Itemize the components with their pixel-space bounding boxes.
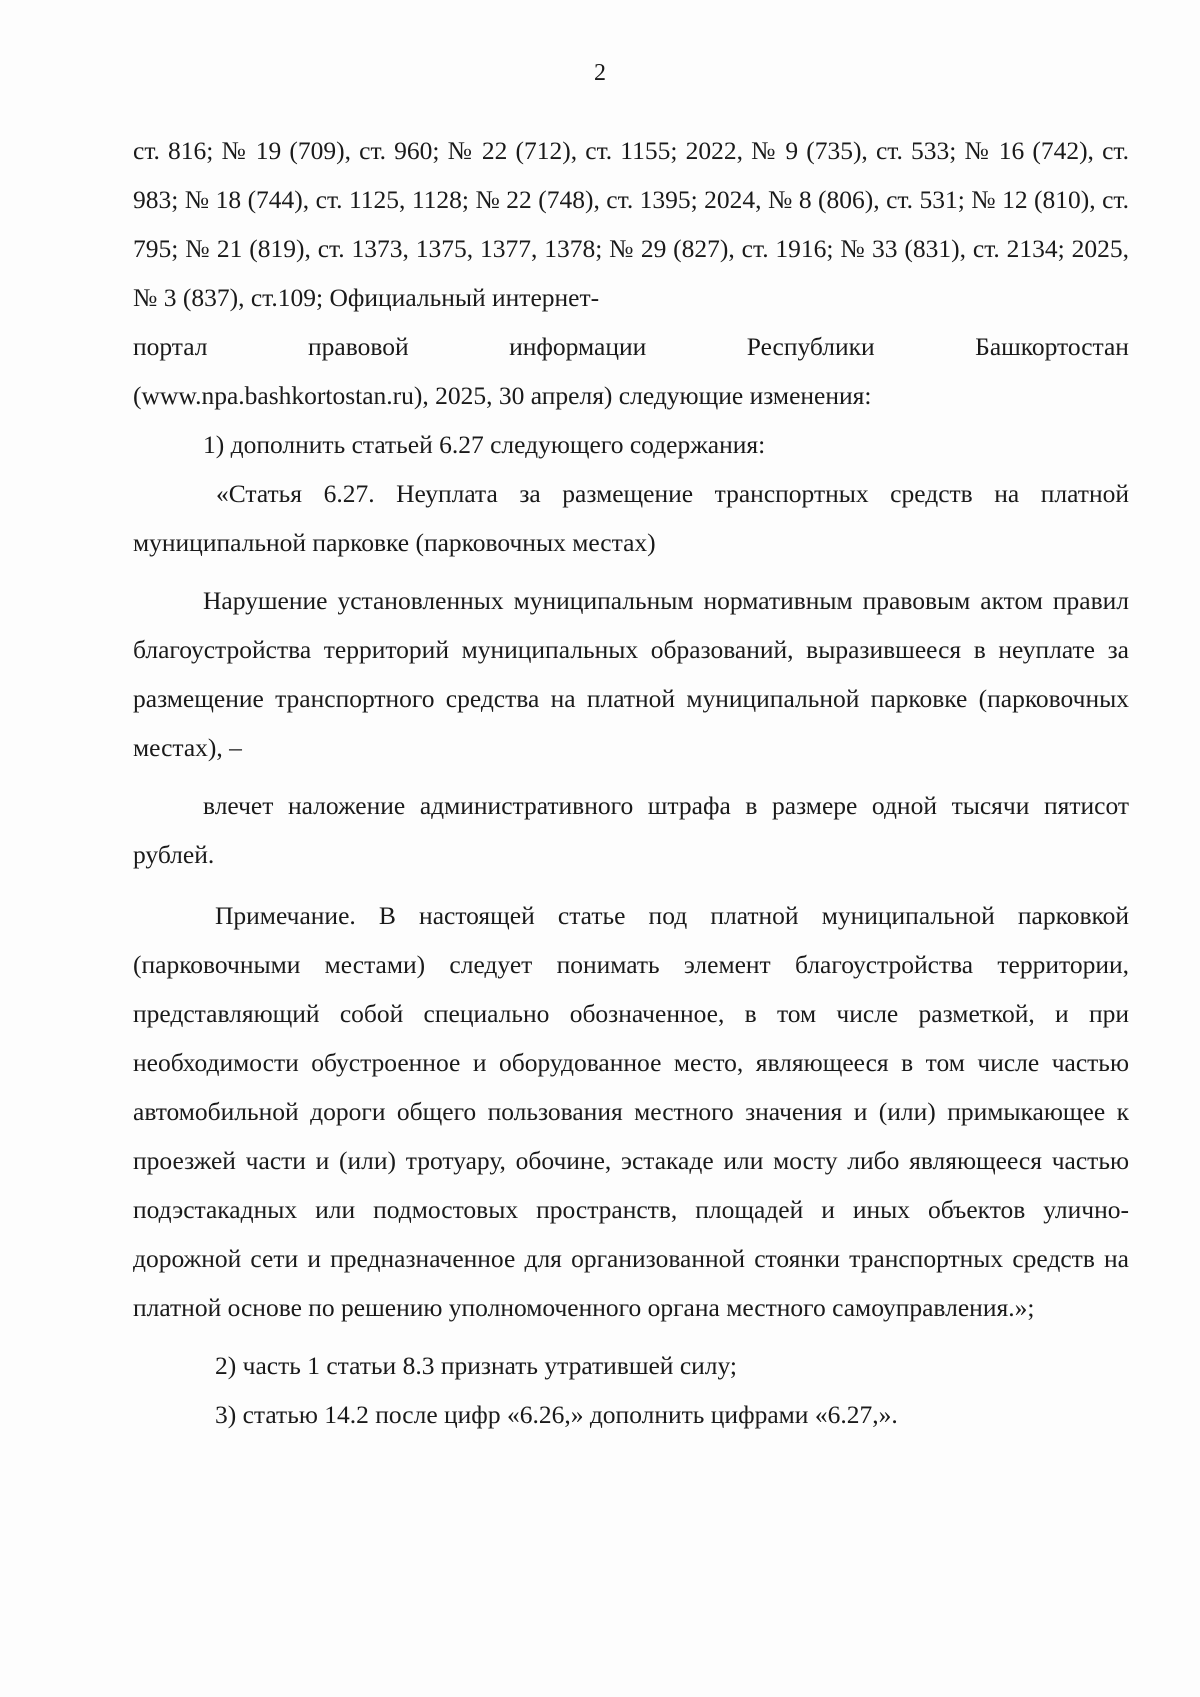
page-number: 2 [594, 60, 606, 86]
article-title: «Статья 6.27. Неуплата за размещение транспортных средств на платной муниципальной парковке (парковочных местах) [133, 479, 1129, 557]
portal-word: Республики [746, 332, 875, 361]
citation-end: (www.npa.bashkortostan.ru), 2025, 30 апреля) следующие изменения: [133, 381, 872, 410]
amendment-item-1: 1) дополнить статьей 6.27 следующего содержания: [203, 430, 766, 459]
portal-word: информации [509, 332, 647, 361]
violation-paragraph: Нарушение установленных муниципальным нормативным правовым актом правил благоустройства территорий муниципальных образований, выразившееся в неуплате за размещение транспортного средства на платной муниципальной парковке (парковочных местах), – [133, 586, 1129, 762]
portal-word: портал [133, 332, 208, 361]
portal-line [133, 322, 1129, 371]
note-paragraph: Примечание. В настоящей статье под платной муниципальной парковкой (парковочными местами) следует понимать элемент благоустройства территории, представляющий собой специально обозначенное, в том числе разметкой, и при необходимости обустроенное и оборудованное место, являющееся в том числе частью автомобильной дороги общего пользования местного значения и (или) примыкающее к проезжей части и (или) тротуару, обочине, эстакаде или мосту либо являющееся частью подэстакадных или подмостовых пространств, площадей и иных объектов улично-дорожной сети и предназначенное для организованной стоянки транспортных средств на платной основе по решению уполномоченного органа местного самоуправления.»; [133, 901, 1129, 1322]
amendment-item-2: 2) часть 1 статьи 8.3 признать утратившей силу; [215, 1351, 738, 1380]
citation-paragraph: ст. 816; № 19 (709), ст. 960; № 22 (712), ст. 1155; 2022, № 9 (735), ст. 533; № 16 (742), ст. 983; № 18 (744), ст. 1125, 1128; № 22 (748), ст. 1395; 2024, № 8 (806), ст. 531; № 12 (810), ст. 795; № 21 (819), ст. 1373, 1375, 1377, 1378; № 29 (827), ст. 1916; № 33 (831), ст. 2134; 2025, № 3 (837), ст.109; Официальный интернет- [133, 136, 1129, 312]
document-body [133, 126, 1129, 1439]
penalty-paragraph: влечет наложение административного штрафа в размере одной тысячи пятисот рублей. [133, 791, 1129, 869]
amendment-item-3: 3) статью 14.2 после цифр «6.26,» дополнить цифрами «6.27,». [215, 1400, 898, 1429]
portal-word: правовой [308, 332, 409, 361]
portal-word: Башкортостан [975, 332, 1129, 361]
